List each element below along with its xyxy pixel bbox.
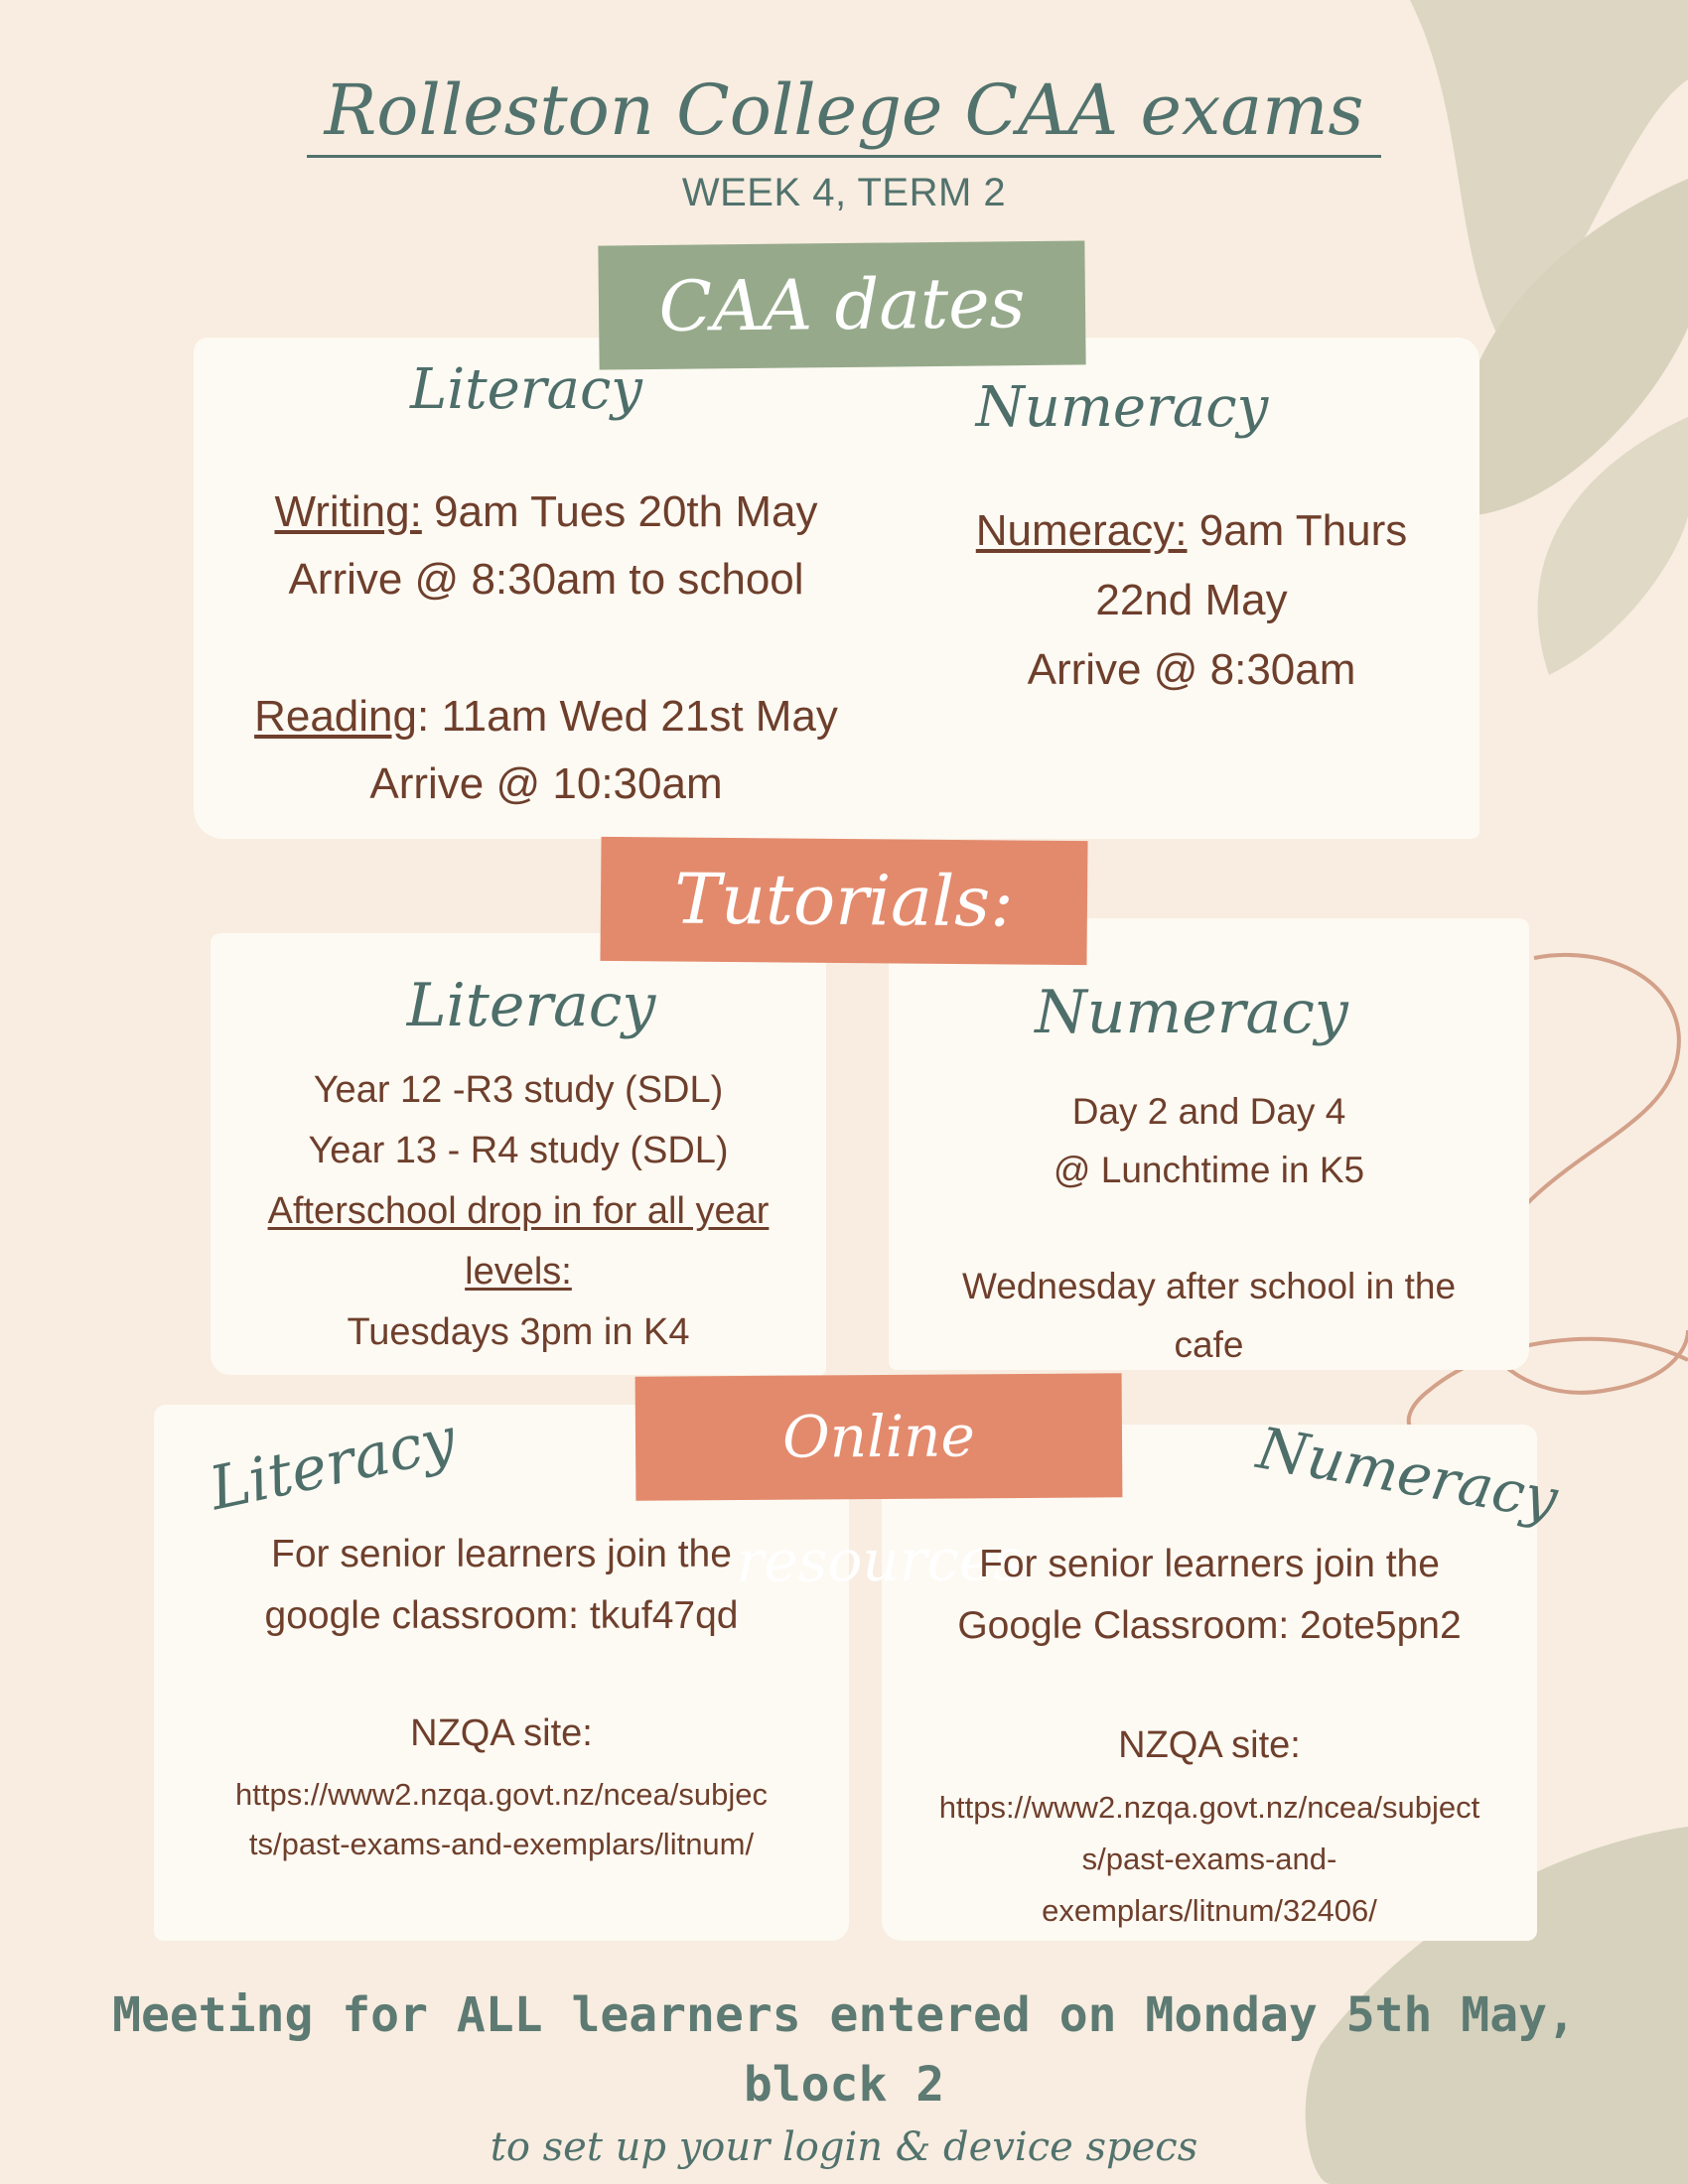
meeting-line-2: block 2 bbox=[743, 2057, 945, 2113]
online-numeracy-url-3[interactable]: exemplars/litnum/32406/ bbox=[1042, 1893, 1377, 1928]
tutorials-literacy-heading: Literacy bbox=[406, 971, 656, 1040]
online-numeracy-join-2: Google Classroom: 2ote5pn2 bbox=[957, 1604, 1462, 1647]
tutorials-numeracy-heading: Numeracy bbox=[1035, 978, 1348, 1047]
tutorial-numeracy-location: @ Lunchtime in K5 bbox=[1053, 1150, 1365, 1190]
online-literacy-url-2[interactable]: ts/past-exams-and-exemplars/litnum/ bbox=[248, 1827, 755, 1861]
online-numeracy-nzqa-label: NZQA site: bbox=[1118, 1724, 1301, 1766]
writing-time: 9am Tues 20th May bbox=[421, 487, 818, 536]
online-literacy-info bbox=[154, 1524, 849, 1647]
numeracy-arrive: Arrive @ 8:30am bbox=[1027, 645, 1356, 694]
online-literacy-join-1: For senior learners join the bbox=[271, 1533, 732, 1575]
tutorial-numeracy-days: Day 2 and Day 4 bbox=[1071, 1091, 1346, 1132]
reading-arrive: Arrive @ 10:30am bbox=[369, 759, 723, 808]
online-numeracy-join-1: For senior learners join the bbox=[979, 1543, 1440, 1585]
online-numeracy-url-2[interactable]: s/past-exams-and- bbox=[1081, 1842, 1337, 1876]
online-numeracy-url-1[interactable]: https://www2.nzqa.govt.nz/ncea/subject bbox=[938, 1790, 1480, 1825]
tutorial-year12: Year 12 -R3 study (SDL) bbox=[313, 1069, 724, 1111]
tutorial-dropin-time: Tuesdays 3pm in K4 bbox=[347, 1311, 690, 1353]
online-literacy-url[interactable] bbox=[154, 1770, 849, 1869]
online-literacy-url-1[interactable]: https://www2.nzqa.govt.nz/ncea/subjec bbox=[235, 1777, 768, 1812]
tutorial-year13: Year 13 - R4 study (SDL) bbox=[308, 1130, 729, 1171]
tutorial-numeracy-wednesday: Wednesday after school in the bbox=[961, 1266, 1457, 1306]
tutorials-numeracy-info bbox=[889, 1082, 1529, 1374]
page-title: Rolleston College CAA exams bbox=[0, 69, 1688, 151]
tutorial-dropin-heading-2: levels: bbox=[465, 1251, 572, 1293]
page-subtitle: WEEK 4, TERM 2 bbox=[681, 171, 1007, 214]
meeting-notice bbox=[0, 1980, 1688, 2119]
meeting-note: to set up your login & device specs bbox=[490, 2124, 1198, 2170]
meeting-line-1: Meeting for ALL learners entered on Monday 5th May, bbox=[112, 1987, 1576, 2043]
online-resources-tag: Online resources bbox=[635, 1373, 1123, 1500]
tutorials-tag: Tutorials: bbox=[600, 837, 1087, 965]
tutorial-numeracy-cafe: cafe bbox=[1174, 1324, 1244, 1365]
writing-arrive: Arrive @ 8:30am to school bbox=[288, 555, 804, 604]
online-numeracy-heading: Numeracy bbox=[1252, 1414, 1563, 1534]
numeracy-label: Numeracy: bbox=[975, 506, 1188, 555]
online-literacy-heading: Literacy bbox=[204, 1404, 462, 1525]
online-literacy-nzqa-label: NZQA site: bbox=[410, 1712, 593, 1754]
reading-time: : 11am Wed 21st May bbox=[417, 692, 838, 741]
reading-label: Reading bbox=[254, 692, 417, 741]
caa-literacy-heading: Literacy bbox=[410, 357, 642, 422]
numeracy-time: 9am Thurs bbox=[1187, 506, 1408, 555]
online-literacy-join-2: google classroom: tkuf47qd bbox=[264, 1594, 739, 1637]
online-numeracy-url[interactable] bbox=[874, 1782, 1545, 1937]
numeracy-date: 22nd May bbox=[1095, 576, 1288, 624]
tutorial-dropin-heading: Afterschool drop in for all year bbox=[267, 1190, 770, 1232]
caa-dates-tag: CAA dates bbox=[598, 240, 1085, 369]
online-numeracy-info bbox=[882, 1534, 1537, 1657]
caa-writing-info bbox=[159, 478, 933, 614]
caa-reading-info bbox=[159, 683, 933, 818]
caa-numeracy-heading: Numeracy bbox=[975, 375, 1269, 440]
writing-label: Writing: bbox=[274, 487, 422, 536]
tutorials-literacy-info bbox=[211, 1060, 826, 1363]
caa-numeracy-info bbox=[894, 496, 1489, 705]
